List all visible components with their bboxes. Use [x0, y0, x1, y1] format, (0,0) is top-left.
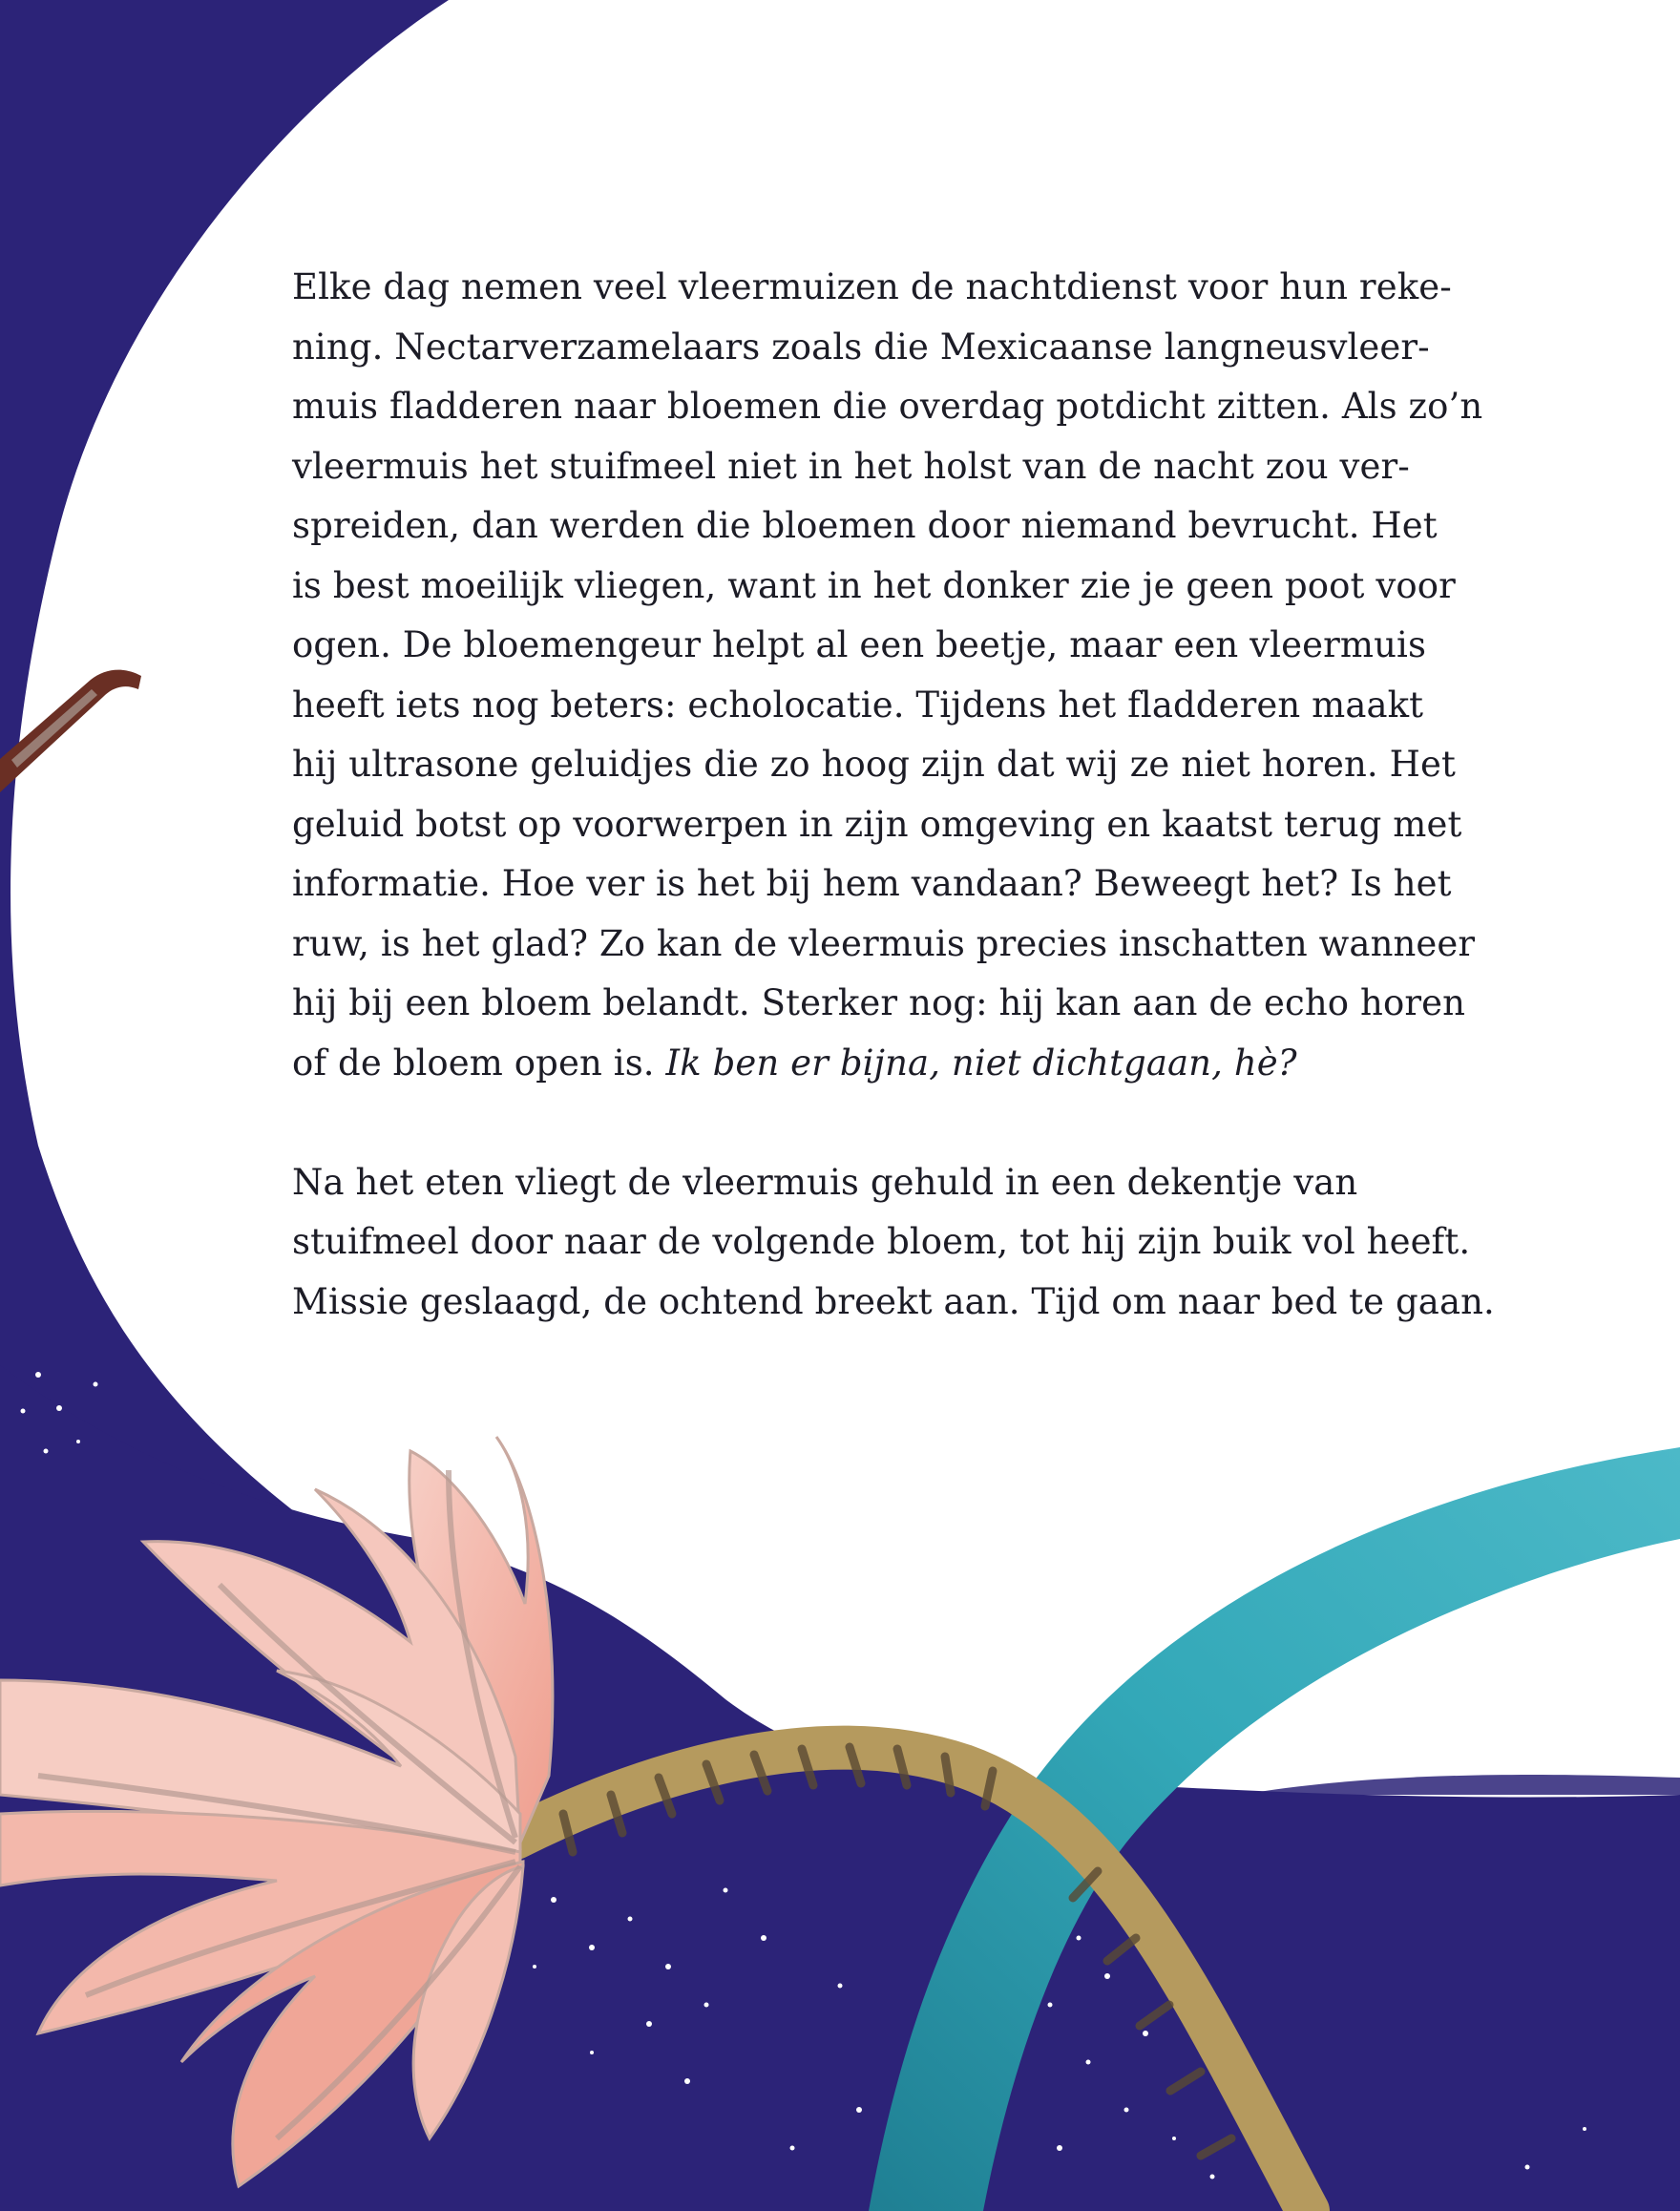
- text-line: stuifmeel door naar de volgende bloem, tot hij zijn buik vol heeft.: [292, 1221, 1471, 1262]
- text-italic-thought: Ik ben er bijna, niet dichtgaan, hè?: [665, 1042, 1297, 1084]
- text-line: vleermuis het stuifmeel niet in het holst van de nacht zou ver-: [292, 445, 1410, 487]
- text-line: muis fladderen naar bloemen die overdag potdicht zitten. Als zo’n: [292, 386, 1483, 427]
- text-line: ruw, is het glad? Zo kan de vleermuis precies inschatten wanneer: [292, 922, 1476, 964]
- text-line: ogen. De bloemengeur helpt al een beetje, maar een vleermuis: [292, 624, 1427, 665]
- text-line: Na het eten vliegt de vleermuis gehuld in een dekentje van: [292, 1161, 1358, 1203]
- text-line: hij ultrasone geluidjes die zo hoog zijn dat wij ze niet horen. Het: [292, 744, 1456, 785]
- text-line: heeft iets nog beters: echolocatie. Tijdens het fladderen maakt: [292, 684, 1424, 726]
- text-line: hij bij een bloem belandt. Sterker nog: hij kan aan de echo horen: [292, 982, 1466, 1023]
- text-regular: of de bloem open is.: [292, 1042, 666, 1084]
- text-line: geluid botst op voorwerpen in zijn omgeving en kaatst terug met: [292, 803, 1462, 845]
- text-line: Elke dag nemen veel vleermuizen de nachtdienst voor hun reke-: [292, 266, 1452, 307]
- text-line: ning. Nectarverzamelaars zoals die Mexicaanse langneusvleer-: [292, 326, 1430, 368]
- text-line: Missie geslaagd, de ochtend breekt aan. Tijd om naar bed te gaan.: [292, 1280, 1495, 1322]
- brush-streak: [1241, 1775, 1680, 1795]
- text-line-last: [292, 1034, 1485, 1094]
- paragraph-1: [292, 258, 1485, 1093]
- text-line: informatie. Hoe ver is het bij hem vandaan? Beweegt het? Is het: [292, 863, 1452, 904]
- text-line: spreiden, dan werden die bloemen door niemand bevrucht. Het: [292, 505, 1438, 546]
- paragraph-2: [292, 1153, 1495, 1333]
- text-line: is best moeilijk vliegen, want in het donker zie je geen poot voor: [292, 564, 1456, 606]
- paragraph-gap: [292, 1093, 1485, 1153]
- body-text: [292, 258, 1495, 1332]
